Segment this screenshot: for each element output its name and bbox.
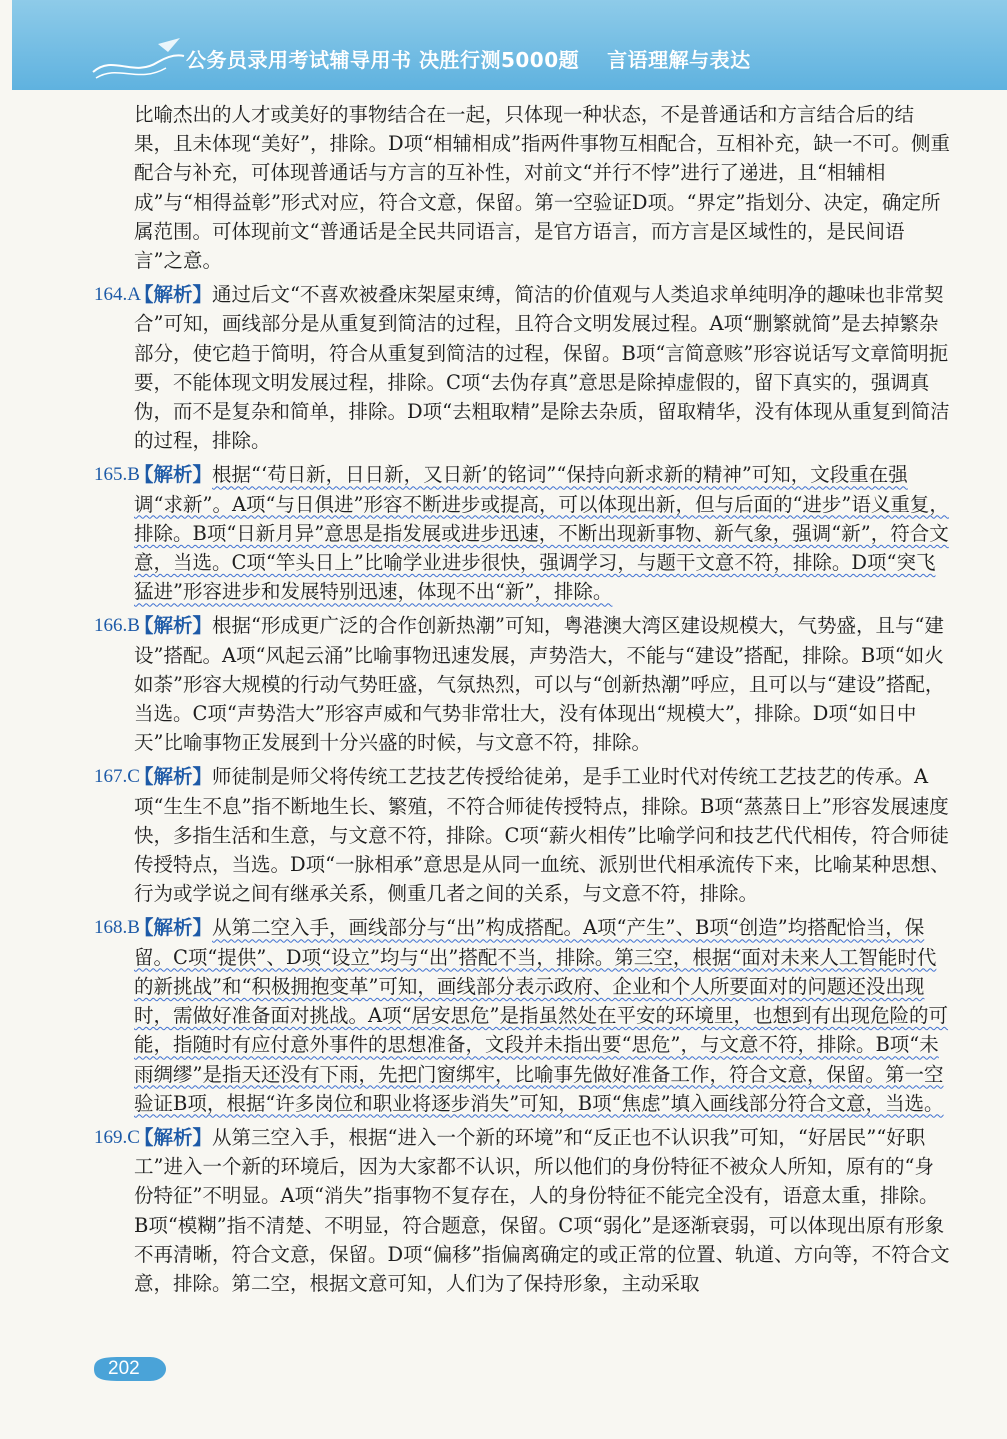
question-number: 166.B bbox=[94, 615, 140, 637]
question-number: 168.B bbox=[94, 917, 140, 939]
entry-text: 师徒制是师父将传统工艺技艺传授给徒弟，是手工业时代对传统工艺技艺的传承。A项“生生不息”指不断地生长、繁殖，不符合师徒传授特点，排除。B项“蒸蒸日上”形容发展速度快，多指生活和生意，与文意不符，排除。C项“薪火相传”比喻学问和技艺代代相传，符合师徒传授特点，当选。D项“一脉相承”意思是从同一血统、派别世代相承流传下来，比喻某种思想、行为或学说之间有继承关系，侧重几者之间的关系，与文意不符，排除。 bbox=[134, 765, 950, 906]
question-number: 169.C bbox=[94, 1126, 140, 1148]
section-title: 言语理解与表达 bbox=[607, 48, 751, 72]
analysis-tag: 【解析】 bbox=[134, 1125, 213, 1149]
entry-text: 根据“‘苟日新，日日新，又日新’的铭词”“保持向新求新的精神”可知，文段重在强调“求新”。A项“与日俱进”形容不断进步或提高，可以体现出新，但与后面的“进步”语义重复，排除。B项“日新月异”意思是指发展或进步迅速，不断出现新事物、新气象，强调“新”，符合文意，当选。C项“竿头日上”比喻学业进步很快，强调学习，与题干文意不符，排除。D项“突飞猛进”形容进步和发展特别迅速，体现不出“新”，排除。 bbox=[134, 463, 949, 604]
page-header bbox=[12, 0, 1007, 90]
answer-explanations bbox=[94, 100, 951, 1303]
book-title: 公务员录用考试辅导用书 决胜行测5000题 bbox=[186, 48, 580, 72]
quill-ribbon-icon bbox=[88, 34, 188, 84]
analysis-tag: 【解析】 bbox=[134, 765, 213, 789]
question-number: 165.B bbox=[94, 464, 140, 486]
entry-text: 根据“形成更广泛的合作创新热潮”可知，粤港澳大湾区建设规模大，气势盛，且与“建设”搭配。A项“风起云涌”比喻事物迅速发展，声势浩大，不能与“建设”搭配，排除。B项“如火如荼”形容大规模的行动气势旺盛，气氛热烈，可以与“创新热潮”呼应，且可以与“建设”搭配，当选。C项“声势浩大”形容声威和气势非常壮大，没有体现出“规模大”，排除。D项“如日中天”比喻事物正发展到十分兴盛的时候，与文意不符，排除。 bbox=[134, 614, 945, 755]
entry-165 bbox=[94, 460, 950, 606]
intro-paragraph: 比喻杰出的人才或美好的事物结合在一起，只体现一种状态，不是普通话和方言结合后的结果，且未体现“美好”，排除。D项“相辅相成”指两件事物互相配合，互相补充，缺一不可。侧重配合与补充，可体现普通话与方言的互补性，对前文“并行不悖”进行了递进，且“相辅相成”与“相得益彰”形式对应，符合文意，保留。第一空验证D项。“界定”指划分、决定，确定所属范围。可体现前文“普通话是全民共同语言，是官方语言，而方言是区域性的，是民间语言”之意。 bbox=[134, 103, 951, 273]
header-title bbox=[186, 44, 751, 73]
analysis-tag: 【解析】 bbox=[134, 283, 213, 307]
question-number: 164.A bbox=[94, 284, 141, 306]
entry-169 bbox=[94, 1123, 950, 1298]
entry-text: 从第二空入手，画线部分与“出”构成搭配。A项“产生”、B项“创造”均搭配恰当，保留。C项“提供”、D项“设立”均与“出”搭配不当，排除。第三空，根据“面对未来人工智能时代的新挑战”和“积极拥抱变革”可知，画线部分表示政府、企业和个人所要面对的问题还没出现时，需做好准备面对挑战。A项“居安思危”是指虽然处在平安的环境里，也想到有出现危险的可能，指随时有应付意外事件的思想准备，文段并未指出要“思危”，与文意不符，排除。B项“未雨绸缪”是指天还没有下雨，先把门窗绑牢，比喻事先做好准备工作，符合文意，保留。第一空验证B项，根据“许多岗位和职业将逐步消失”可知，B项“焦虑”填入画线部分符合文意，当选。 bbox=[134, 916, 949, 1115]
analysis-tag: 【解析】 bbox=[134, 916, 213, 940]
question-number: 167.C bbox=[94, 766, 140, 788]
entry-text: 通过后文“不喜欢被叠床架屋束缚，简洁的价值观与人类追求单纯明净的趣味也非常契合”可知，画线部分是从重复到简洁的过程，且符合文明发展过程。A项“删繁就简”是去掉繁杂部分，使它趋于简明，符合从重复到简洁的过程，保留。B项“言简意赅”形容说话写文章简明扼要，不能体现文明发展过程，排除。C项“去伪存真”意思是除掉虚假的，留下真实的，强调真伪，而不是复杂和简单，排除。D项“去粗取精”是除去杂质，留取精华，没有体现从重复到简洁的过程，排除。 bbox=[134, 283, 950, 453]
entry-text: 从第三空入手，根据“进入一个新的环境”和“反正也不认识我”可知，“好居民”“好职工”进入一个新的环境后，因为大家都不认识，所以他们的身份特征不被众人所知，原有的“身份特征”不明显。A项“消失”指事物不复存在，人的身份特征不能完全没有，语意太重，排除。B项“模糊”指不清楚、不明显，符合题意，保留。C项“弱化”是逐渐衰弱，可以体现出原有形象不再清晰，符合文意，保留。D项“偏移”指偏离确定的或正常的位置、轨道、方向等，不符合文意，排除。第二空，根据文意可知，人们为了保持形象，主动采取 bbox=[134, 1125, 950, 1295]
entry-168 bbox=[94, 913, 950, 1117]
analysis-tag: 【解析】 bbox=[134, 463, 213, 487]
entry-167 bbox=[94, 762, 950, 908]
entry-164 bbox=[94, 280, 950, 455]
page-number: 202 bbox=[108, 1358, 140, 1379]
entry-166 bbox=[94, 611, 950, 757]
analysis-tag: 【解析】 bbox=[134, 614, 213, 638]
page-number-badge bbox=[90, 1355, 168, 1383]
